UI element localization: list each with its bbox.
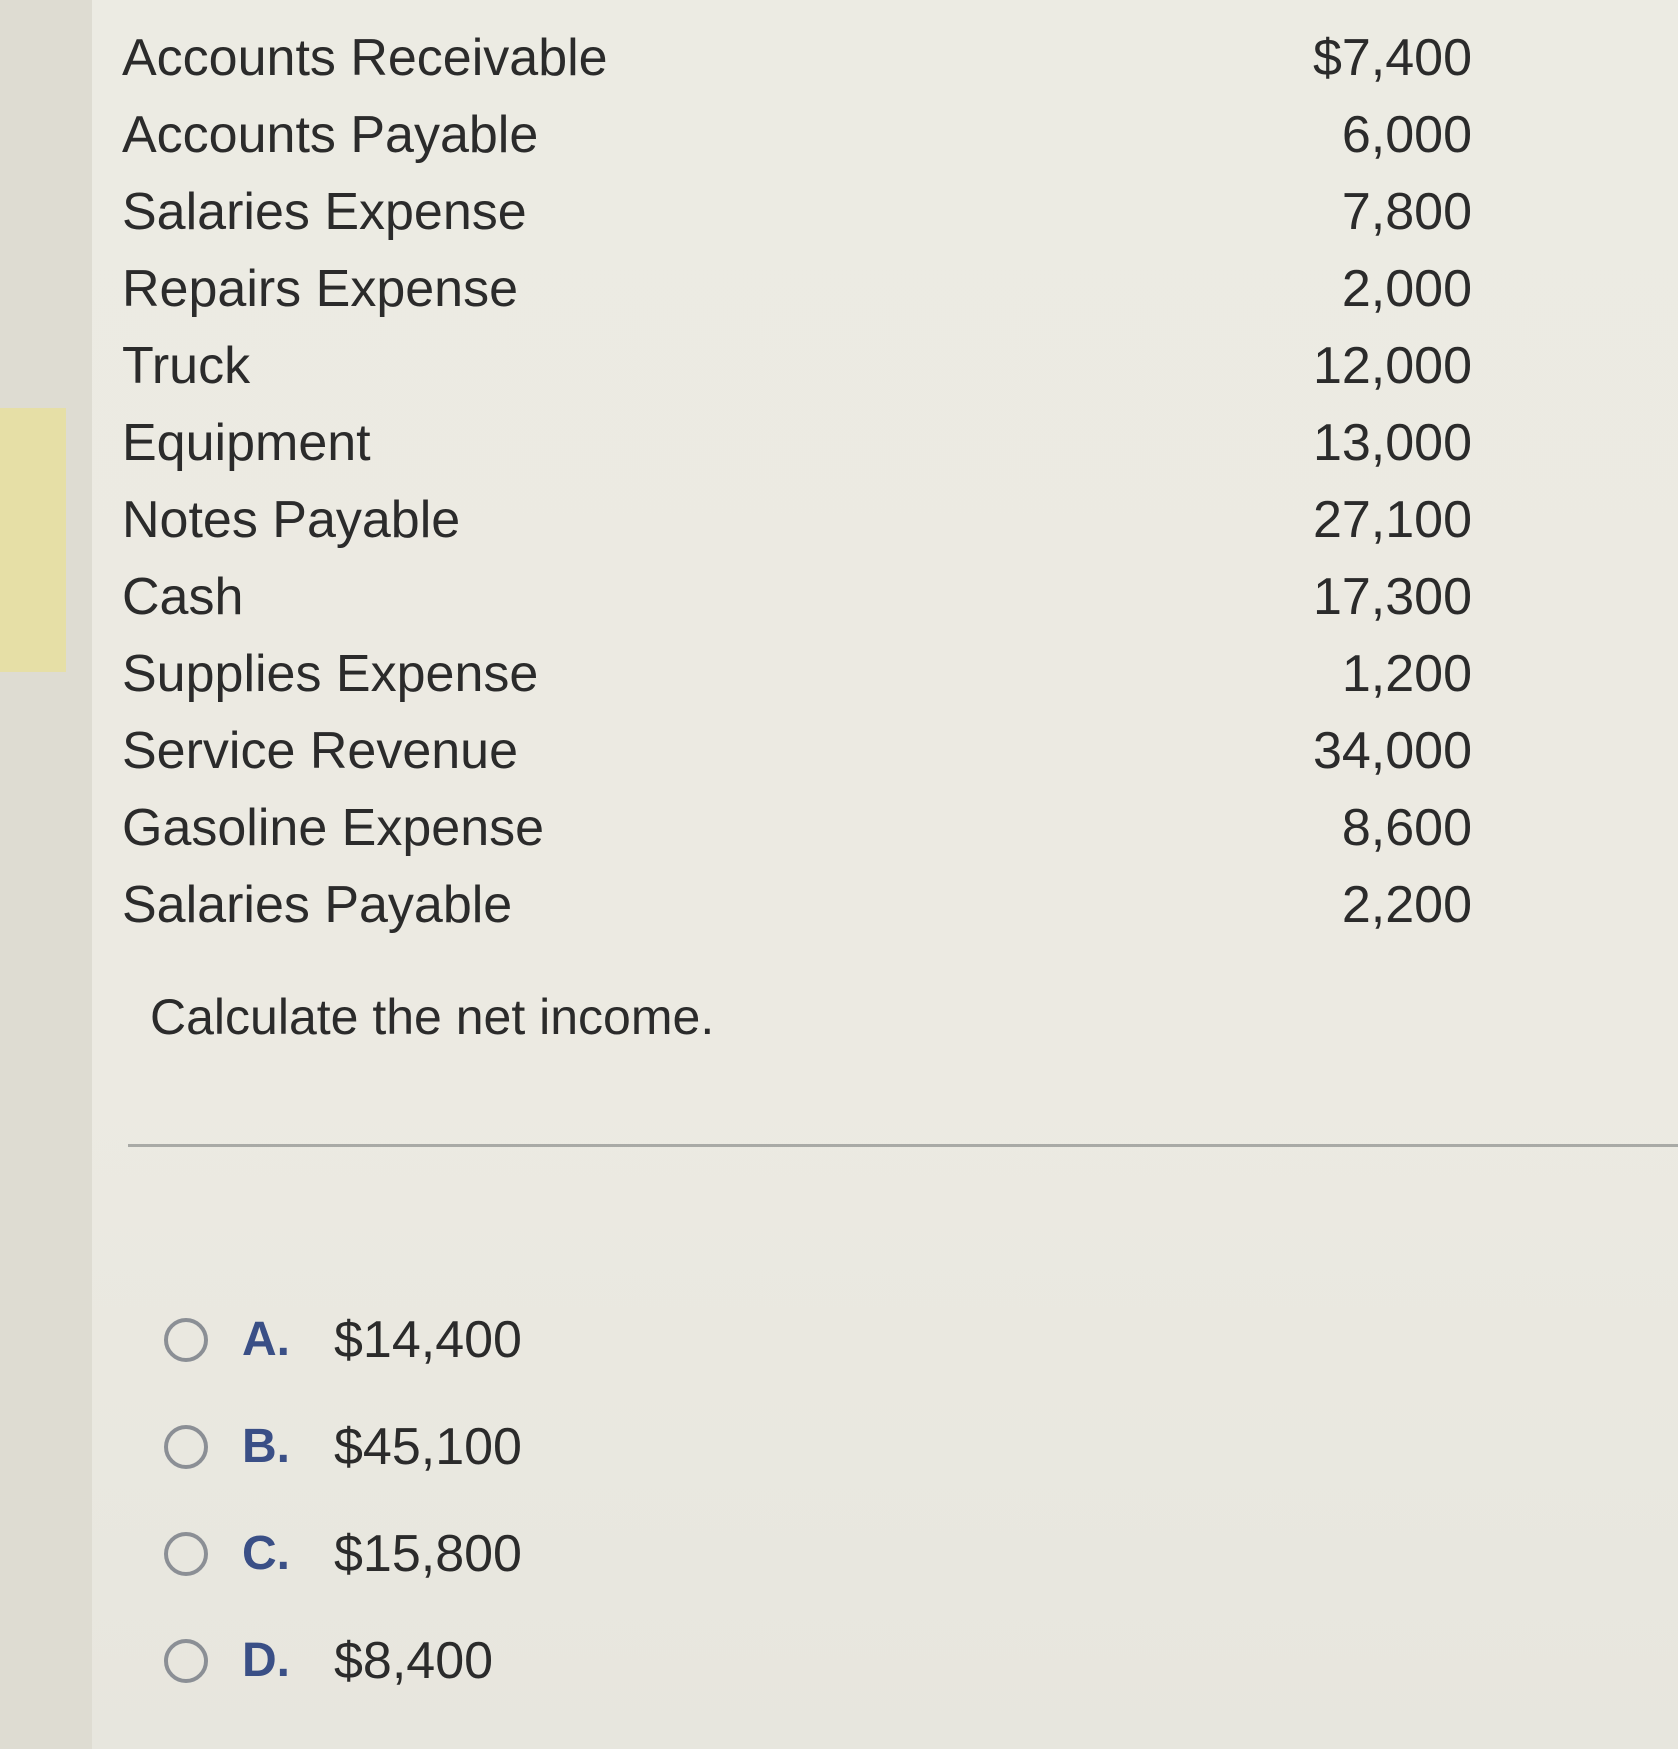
radio-button-b[interactable]: [164, 1425, 208, 1469]
account-value: $7,400: [1312, 29, 1472, 87]
account-row-repairs-expense: [122, 251, 1472, 328]
account-row-accounts-payable: [122, 97, 1472, 174]
radio-button-c[interactable]: [164, 1532, 208, 1576]
account-label: Cash: [122, 568, 244, 626]
option-letter: B.: [242, 1420, 290, 1473]
account-label: Repairs Expense: [122, 260, 518, 318]
account-value: 2,000: [1341, 260, 1472, 318]
account-value: 2,200: [1341, 876, 1472, 934]
account-row-equipment: [122, 405, 1472, 482]
account-row-salaries-expense: [122, 174, 1472, 251]
account-value: 34,000: [1312, 722, 1472, 780]
option-text: $45,100: [334, 1417, 522, 1476]
radio-button-a[interactable]: [164, 1318, 208, 1362]
account-label: Salaries Payable: [122, 876, 513, 934]
account-label: Salaries Expense: [122, 183, 527, 241]
account-label: Notes Payable: [122, 491, 461, 549]
option-c[interactable]: [164, 1500, 522, 1607]
account-row-notes-payable: [122, 482, 1472, 559]
account-value: 27,100: [1312, 491, 1472, 549]
question-text: Calculate the net income.: [150, 989, 715, 1045]
account-label: Gasoline Expense: [122, 799, 545, 857]
left-gutter: [0, 0, 94, 1749]
option-letter: A.: [242, 1313, 290, 1366]
option-a[interactable]: [164, 1286, 522, 1393]
divider: [128, 1144, 1678, 1147]
account-label: Supplies Expense: [122, 645, 539, 703]
account-value: 6,000: [1341, 106, 1472, 164]
option-b[interactable]: [164, 1393, 522, 1500]
account-value: 1,200: [1341, 645, 1472, 703]
account-value: 13,000: [1312, 414, 1472, 472]
account-value: 17,300: [1312, 568, 1472, 626]
account-value: 7,800: [1341, 183, 1472, 241]
option-d[interactable]: [164, 1607, 522, 1714]
account-row-service-revenue: [122, 713, 1472, 790]
account-label: Service Revenue: [122, 722, 518, 780]
account-row-accounts-receivable: [122, 20, 1472, 97]
radio-button-d[interactable]: [164, 1639, 208, 1683]
account-label: Accounts Receivable: [122, 29, 608, 87]
account-list: [122, 20, 1472, 944]
account-value: 8,600: [1341, 799, 1472, 857]
highlight-strip: [0, 408, 66, 672]
account-row-cash: [122, 559, 1472, 636]
answer-options: [164, 1286, 522, 1714]
option-letter: C.: [242, 1527, 290, 1580]
option-text: $15,800: [334, 1524, 522, 1583]
account-row-truck: [122, 328, 1472, 405]
account-label: Truck: [122, 337, 251, 395]
account-row-salaries-payable: [122, 867, 1472, 944]
account-row-supplies-expense: [122, 636, 1472, 713]
option-text: $14,400: [334, 1310, 522, 1369]
account-label: Equipment: [122, 414, 371, 472]
option-letter: D.: [242, 1634, 290, 1687]
account-label: Accounts Payable: [122, 106, 539, 164]
option-text: $8,400: [334, 1631, 494, 1690]
account-row-gasoline-expense: [122, 790, 1472, 867]
account-value: 12,000: [1312, 337, 1472, 395]
